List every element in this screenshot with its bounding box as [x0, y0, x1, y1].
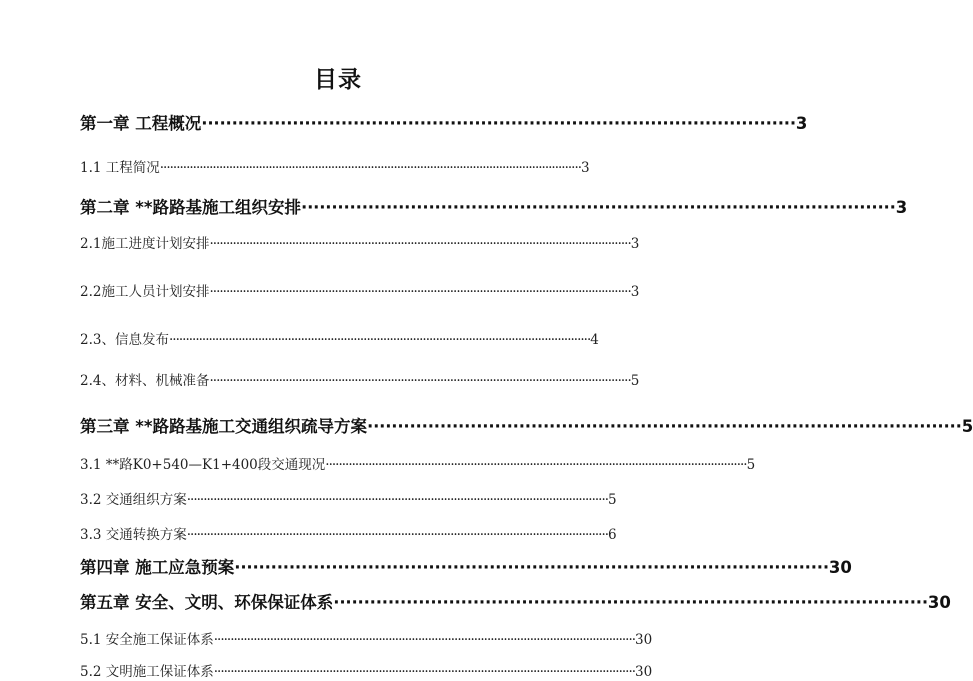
toc-page-number: 3 — [630, 284, 640, 300]
toc-chapter-3 — [80, 416, 973, 438]
toc-entry-label: 2.1施工进度计划安排 — [80, 236, 210, 252]
dot-leader: ································································································································ — [213, 664, 636, 680]
toc-entry-label: 2.4、材料、机械准备 — [80, 373, 210, 389]
toc-section-3-2 — [80, 491, 617, 509]
toc-section-5-2 — [80, 663, 653, 681]
toc-entry-label: 第四章 施工应急预案 — [80, 558, 235, 577]
toc-page-number: 5 — [630, 373, 640, 389]
dot-leader: ································································································································ — [186, 527, 609, 543]
toc-page-number: 30 — [635, 632, 653, 648]
toc-section-2-3 — [80, 331, 599, 349]
toc-chapter-5 — [80, 592, 951, 614]
toc-entry-label: 第三章 **路路基施工交通组织疏导方案 — [80, 417, 368, 436]
toc-page-number: 3 — [795, 114, 808, 133]
toc-page-number: 3 — [895, 198, 908, 217]
toc-title: 目录 — [314, 67, 362, 93]
toc-entry-label: 5.1 安全施工保证体系 — [80, 632, 214, 648]
toc-entry-label: 3.3 交通转换方案 — [80, 527, 187, 543]
toc-section-3-3 — [80, 526, 617, 544]
dot-leader: ································································································································ — [209, 236, 631, 252]
toc-page-number: 30 — [828, 558, 852, 577]
toc-section-2-1 — [80, 235, 640, 253]
toc-page-number: 5 — [608, 492, 617, 508]
dot-leader: ·································································································· — [333, 593, 928, 612]
toc-section-1-1 — [80, 159, 590, 177]
toc-entry-label: 1.1 工程简况 — [80, 160, 160, 176]
toc-chapter-2 — [80, 197, 908, 219]
dot-leader: ·································································································· — [234, 558, 829, 577]
toc-page-number: 6 — [608, 527, 617, 543]
toc-entry-label: 第五章 安全、文明、环保保证体系 — [80, 593, 334, 612]
toc-chapter-1 — [80, 113, 808, 135]
toc-section-2-4 — [80, 372, 640, 390]
dot-leader: ································································································································ — [209, 373, 631, 389]
toc-page-number: 5 — [961, 417, 973, 436]
toc-page-number: 4 — [590, 332, 599, 348]
dot-leader: ································································································································ — [168, 332, 591, 348]
toc-page-number: 30 — [927, 593, 951, 612]
toc-section-5-1 — [80, 631, 653, 649]
dot-leader: ·································································································· — [201, 114, 796, 133]
toc-page-number: 5 — [746, 457, 756, 473]
toc-entry-label: 3.2 交通组织方案 — [80, 492, 187, 508]
toc-entry-label: 第二章 **路路基施工组织安排 — [80, 198, 302, 217]
toc-entry-label: 2.3、信息发布 — [80, 332, 169, 348]
toc-page-number: 3 — [630, 236, 640, 252]
dot-leader: ································································································································ — [213, 632, 636, 648]
dot-leader: ·································································································· — [367, 417, 962, 436]
toc-chapter-4 — [80, 557, 852, 579]
dot-leader: ································································································································ — [325, 457, 747, 473]
toc-section-3-1 — [80, 456, 756, 474]
dot-leader: ································································································································ — [186, 492, 609, 508]
toc-entry-label: 2.2施工人员计划安排 — [80, 284, 210, 300]
dot-leader: ·································································································· — [301, 198, 896, 217]
toc-page-number: 30 — [635, 664, 653, 680]
dot-leader: ································································································································ — [159, 160, 582, 176]
toc-section-2-2 — [80, 283, 640, 301]
toc-entry-label: 第一章 工程概况 — [80, 114, 202, 133]
toc-entry-label: 3.1 **路K0+540—K1+400段交通现况 — [80, 457, 326, 473]
toc-entry-label: 5.2 文明施工保证体系 — [80, 664, 214, 680]
dot-leader: ································································································································ — [209, 284, 631, 300]
toc-page-number: 3 — [581, 160, 590, 176]
